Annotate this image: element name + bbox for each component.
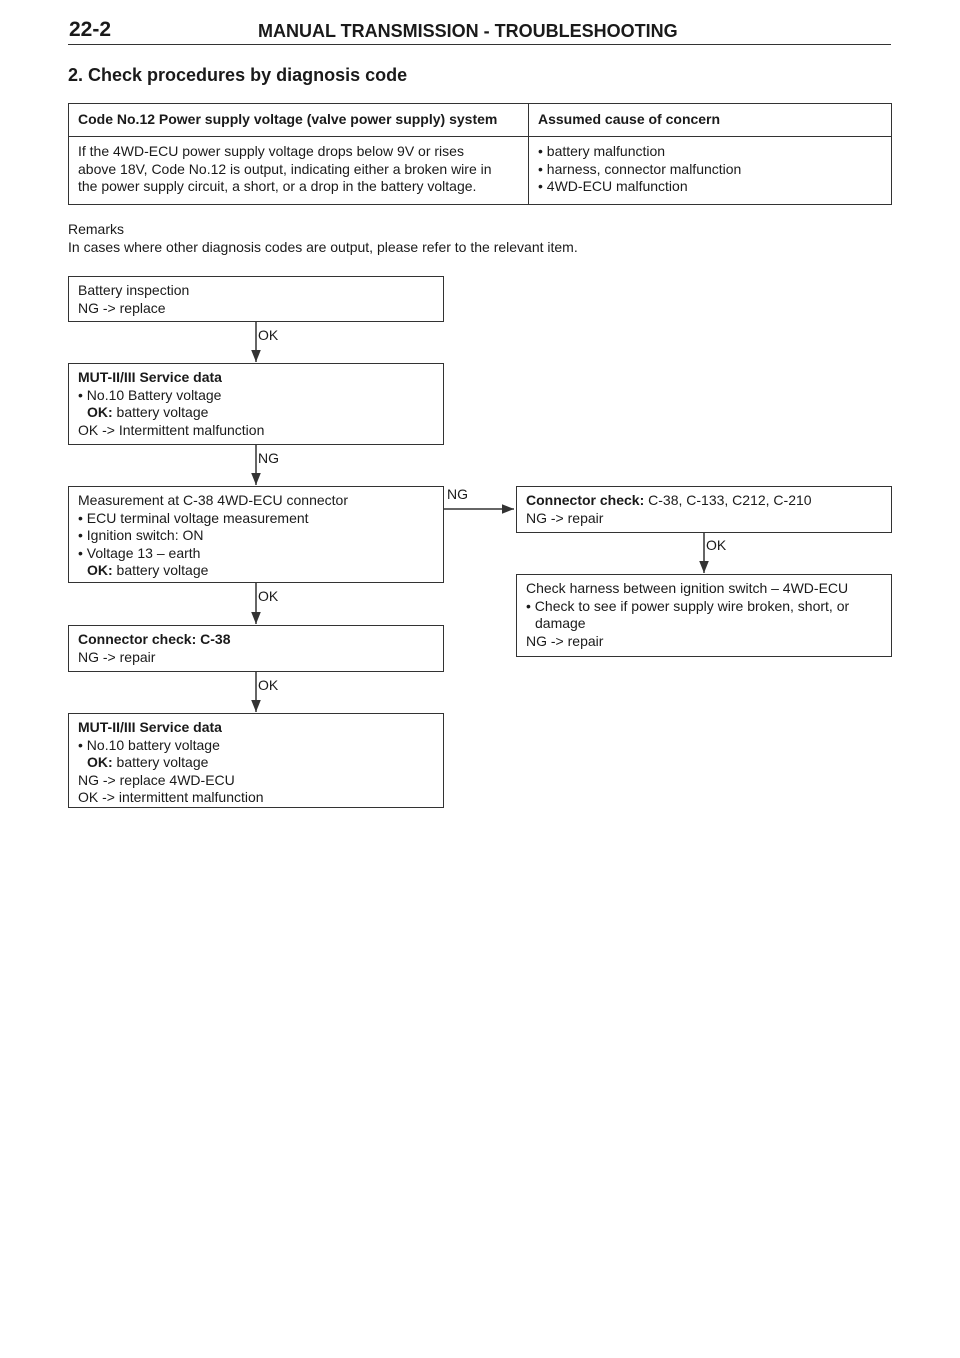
box-line: • ECU terminal voltage measurement [78, 509, 309, 526]
page-number: 22-2 [69, 18, 112, 41]
box-line: damage [535, 615, 586, 631]
box-line: • No.10 battery voltage [78, 736, 220, 753]
section-heading: 2. Check procedures by diagnosis code [68, 65, 408, 85]
service-data-box [68, 363, 444, 445]
box-line: NG -> repair [526, 632, 604, 649]
box-title: Connector check: C-38, C-133, C212, C-210 [526, 492, 812, 508]
box-line: • No.10 Battery voltage [78, 386, 222, 403]
box-line: OK -> Intermittent malfunction [78, 421, 265, 438]
harness-check-box [516, 574, 892, 657]
box-line: • Ignition switch: ON [78, 527, 204, 543]
box-line: • Voltage 13 – earth [78, 544, 201, 561]
remarks-title: Remarks [68, 221, 125, 237]
box-line: Measurement at C-38 4WD-ECU connector [78, 492, 348, 508]
ok-label: OK [706, 537, 727, 553]
final-service-data-box [68, 713, 444, 808]
description-line: above 18V, Code No.12 is output, indicating either a broken wire in [78, 160, 492, 177]
box-line: NG -> repair [526, 509, 604, 526]
remarks-text: In cases where other diagnosis codes are output, please refer to the relevant item. [68, 239, 578, 255]
ng-label: NG [258, 450, 279, 466]
ok-condition: OK: battery voltage [87, 404, 209, 420]
description-line: If the 4WD-ECU power supply voltage drops below 9V or rises [78, 143, 464, 159]
box-line: NG -> repair [78, 648, 156, 665]
code-header-cell: Code No.12 Power supply voltage (valve power supply) system [69, 104, 529, 137]
connector-check-c38-box [68, 625, 444, 672]
page-title: MANUAL TRANSMISSION - TROUBLESHOOTING [258, 21, 678, 41]
ok-condition: OK: battery voltage [87, 754, 209, 770]
ok-label: OK [258, 327, 279, 343]
box-title: MUT-II/III Service data [78, 719, 222, 735]
box-line: Check harness between ignition switch – 4WD-ECU [526, 580, 849, 596]
box-title: Connector check: C-38 [78, 631, 231, 647]
battery-inspection-box [68, 276, 444, 322]
box-line: NG -> replace [78, 299, 166, 316]
box-line: OK -> intermittent malfunction [78, 789, 264, 805]
box-line: Battery inspection [78, 282, 190, 298]
box-title: MUT-II/III Service data [78, 369, 222, 385]
cause-item: • battery malfunction [538, 143, 666, 159]
ok-label: OK [258, 588, 279, 604]
cause-item: • harness, connector malfunction [538, 160, 742, 177]
box-line: • Check to see if power supply wire broken, short, or [526, 597, 850, 614]
ecu-connector-measurement-box [68, 486, 444, 583]
cause-header-cell: Assumed cause of concern [529, 104, 892, 137]
ok-condition: OK: battery voltage [87, 562, 209, 578]
cause-item: • 4WD-ECU malfunction [538, 178, 688, 194]
ok-label: OK [258, 677, 279, 693]
ng-label: NG [447, 486, 468, 502]
description-line: the power supply circuit, a short, or a drop in the battery voltage. [78, 178, 477, 194]
connector-check-multi-box [516, 486, 892, 533]
box-line: NG -> replace 4WD-ECU [78, 771, 235, 788]
